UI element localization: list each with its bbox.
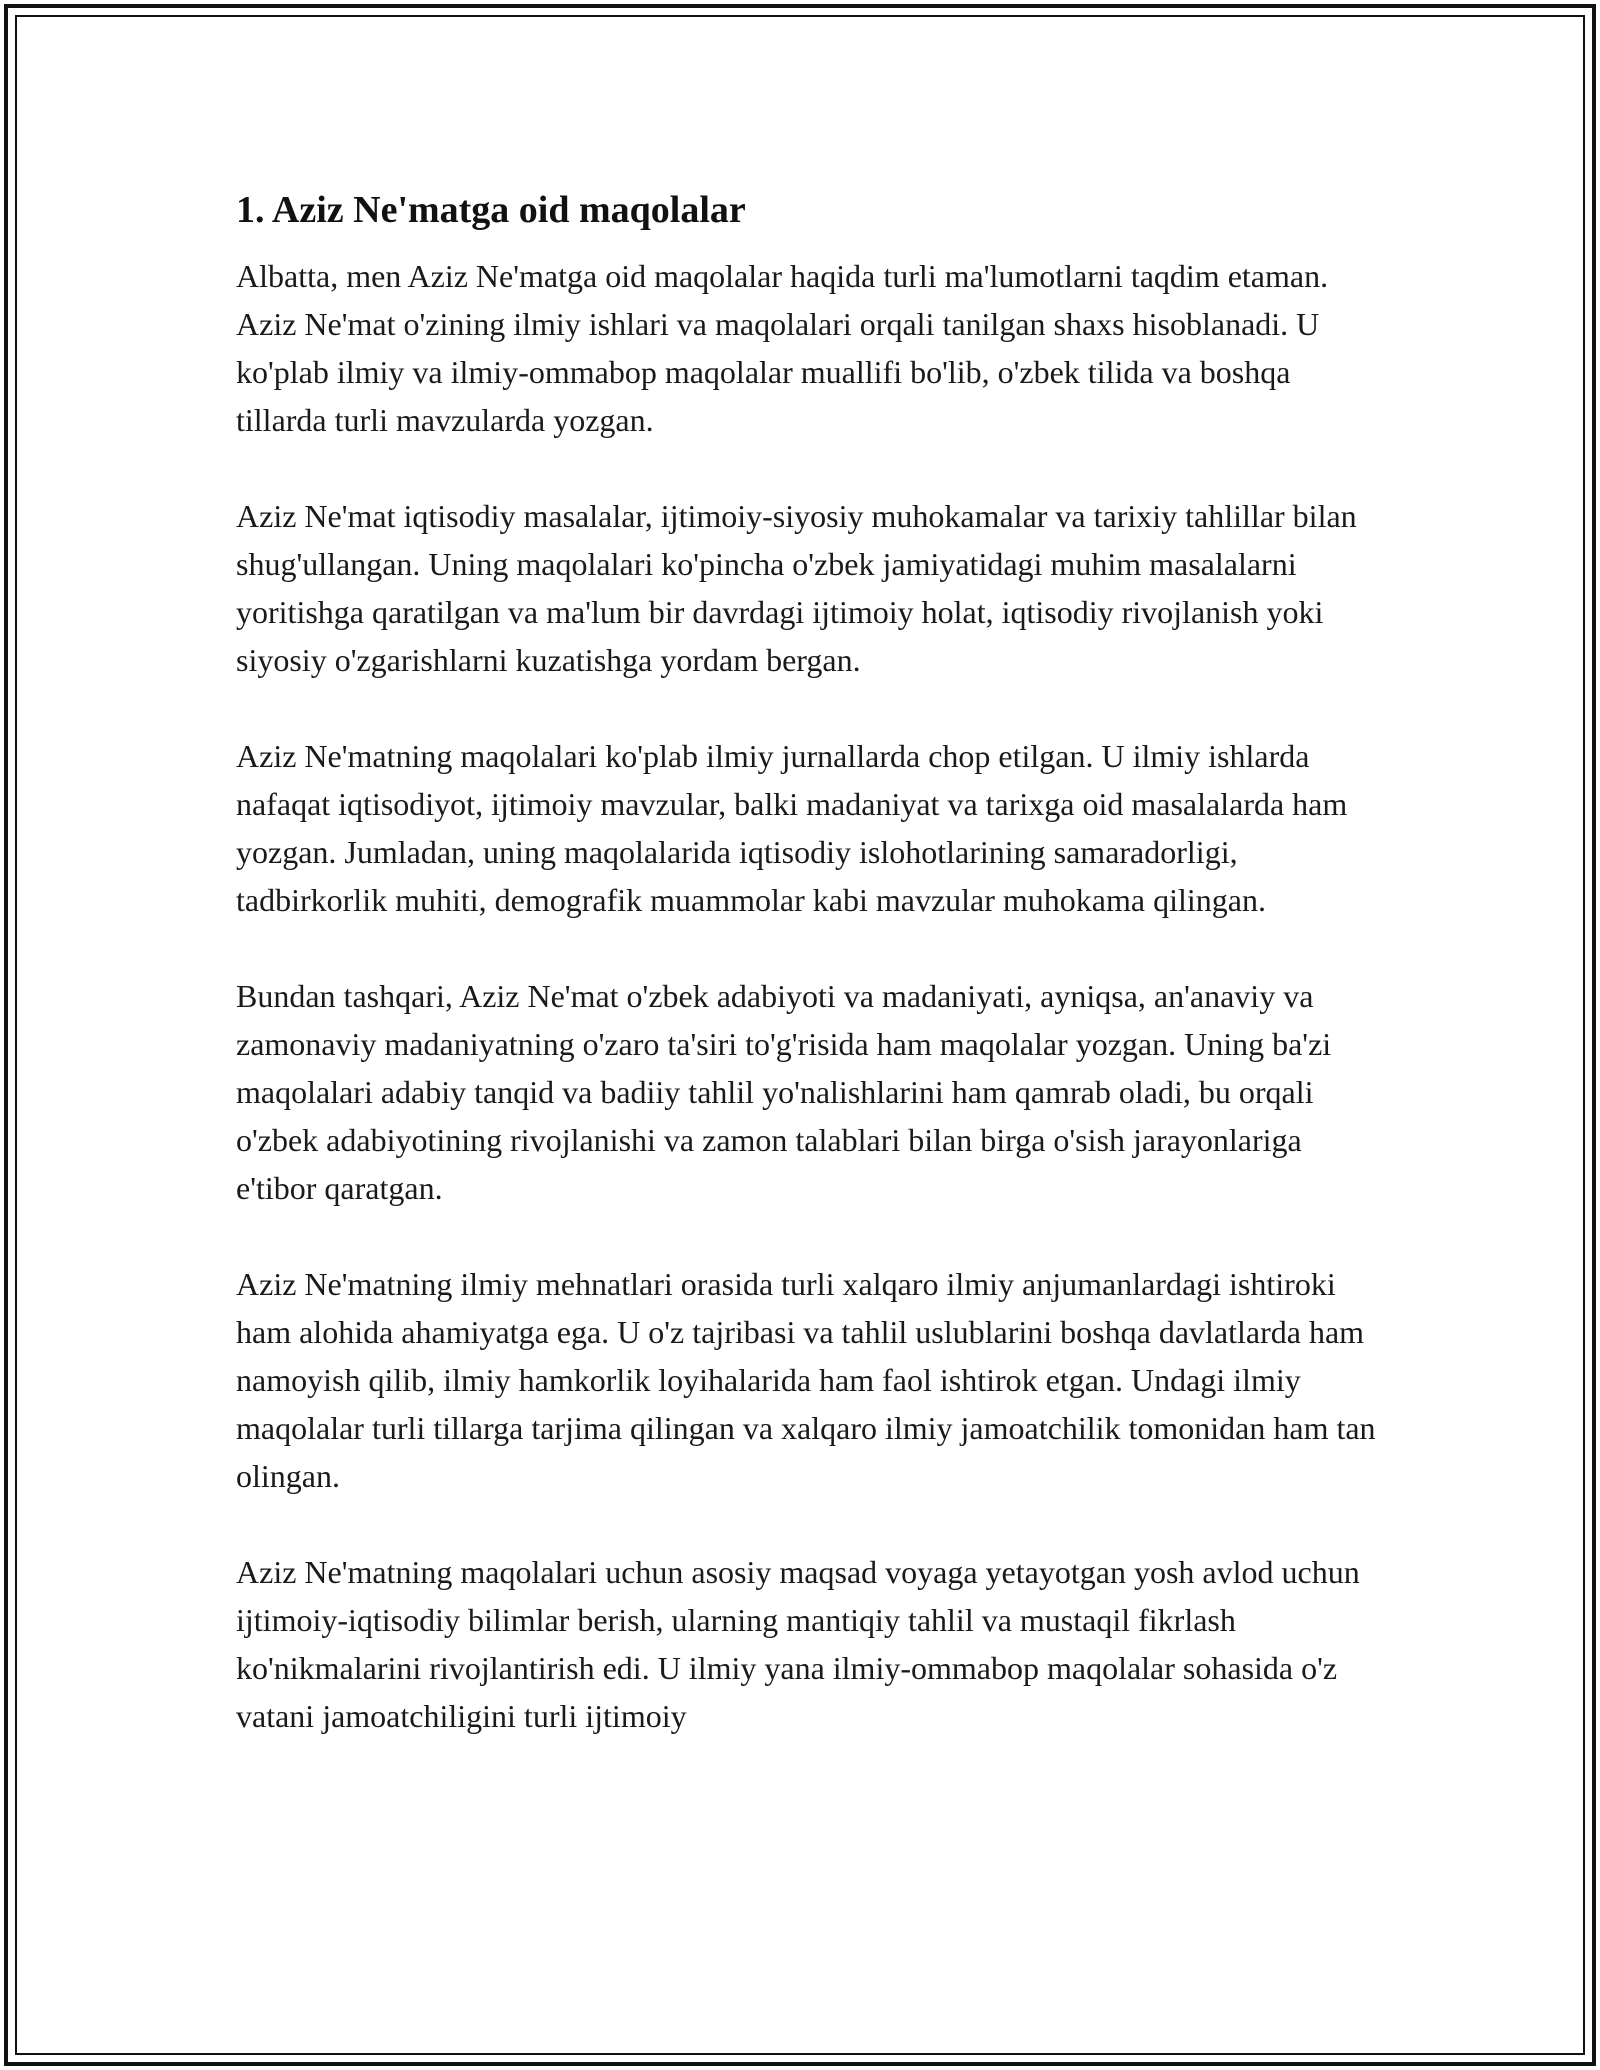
- document-title: 1. Aziz Ne'matga oid maqolalar: [236, 189, 746, 231]
- paragraph-6: Aziz Ne'matning maqolalari uchun asosiy maqsad voyaga yetayotgan yosh avlod uchun ijtimoiy-iqtisodiy bilimlar berish, ularning mantiqiy tahlil va mustaqil fikrlash ko'nikmalarini rivojlantirish edi. U ilmiy yana ilmiy-ommabop maqolalar sohasida o'z vatani jamoatchiligini turli ijtimoiy: [236, 1554, 1360, 1734]
- paragraph-1: Albatta, men Aziz Ne'matga oid maqolalar haqida turli ma'lumotlarni taqdim etaman. Aziz Ne'mat o'zining ilmiy ishlari va maqolalari orqali tanilgan shaxs hisoblanadi. U ko'plab ilmiy va ilmiy-ommabop maqolalar muallifi bo'lib, o'zbek tilida va boshqa tillarda turli mavzularda yozgan.: [236, 258, 1329, 438]
- document-body: [236, 186, 1376, 1788]
- paragraph-2: Aziz Ne'mat iqtisodiy masalalar, ijtimoiy-siyosiy muhokamalar va tarixiy tahlillar bilan shug'ullangan. Uning maqolalari ko'pincha o'zbek jamiyatidagi muhim masalalarni yoritishga qaratilgan va ma'lum bir davrdagi ijtimoiy holat, iqtisodiy rivojlanish yoki siyosiy o'zgarishlarni kuzatishga yordam bergan.: [236, 498, 1357, 678]
- paragraph-5: Aziz Ne'matning ilmiy mehnatlari orasida turli xalqaro ilmiy anjumanlardagi ishtiroki ham alohida ahamiyatga ega. U o'z tajribasi va tahlil uslublarini boshqa davlatlarda ham namoyish qilib, ilmiy hamkorlik loyihalarida ham faol ishtirok etgan. Undagi ilmiy maqolalar turli tillarga tarjima qilingan va xalqaro ilmiy jamoatchilik tomonidan ham tan olingan.: [236, 1266, 1376, 1494]
- paragraph-3: Aziz Ne'matning maqolalari ko'plab ilmiy jurnallarda chop etilgan. U ilmiy ishlarda nafaqat iqtisodiyot, ijtimoiy mavzular, balki madaniyat va tarixga oid masalalarda ham yozgan. Jumladan, uning maqolalarida iqtisodiy islohotlarining samaradorligi, tadbirkorlik muhiti, demografik muammolar kabi mavzular muhokama qilingan.: [236, 738, 1348, 918]
- paragraph-4: Bundan tashqari, Aziz Ne'mat o'zbek adabiyoti va madaniyati, ayniqsa, an'anaviy va zamonaviy madaniyatning o'zaro ta'siri to'g'risida ham maqolalar yozgan. Uning ba'zi maqolalari adabiy tanqid va badiiy tahlil yo'nalishlarini ham qamrab oladi, bu orqali o'zbek adabiyotining rivojlanishi va zamon talablari bilan birga o'sish jarayonlariga e'tibor qaratgan.: [236, 978, 1332, 1206]
